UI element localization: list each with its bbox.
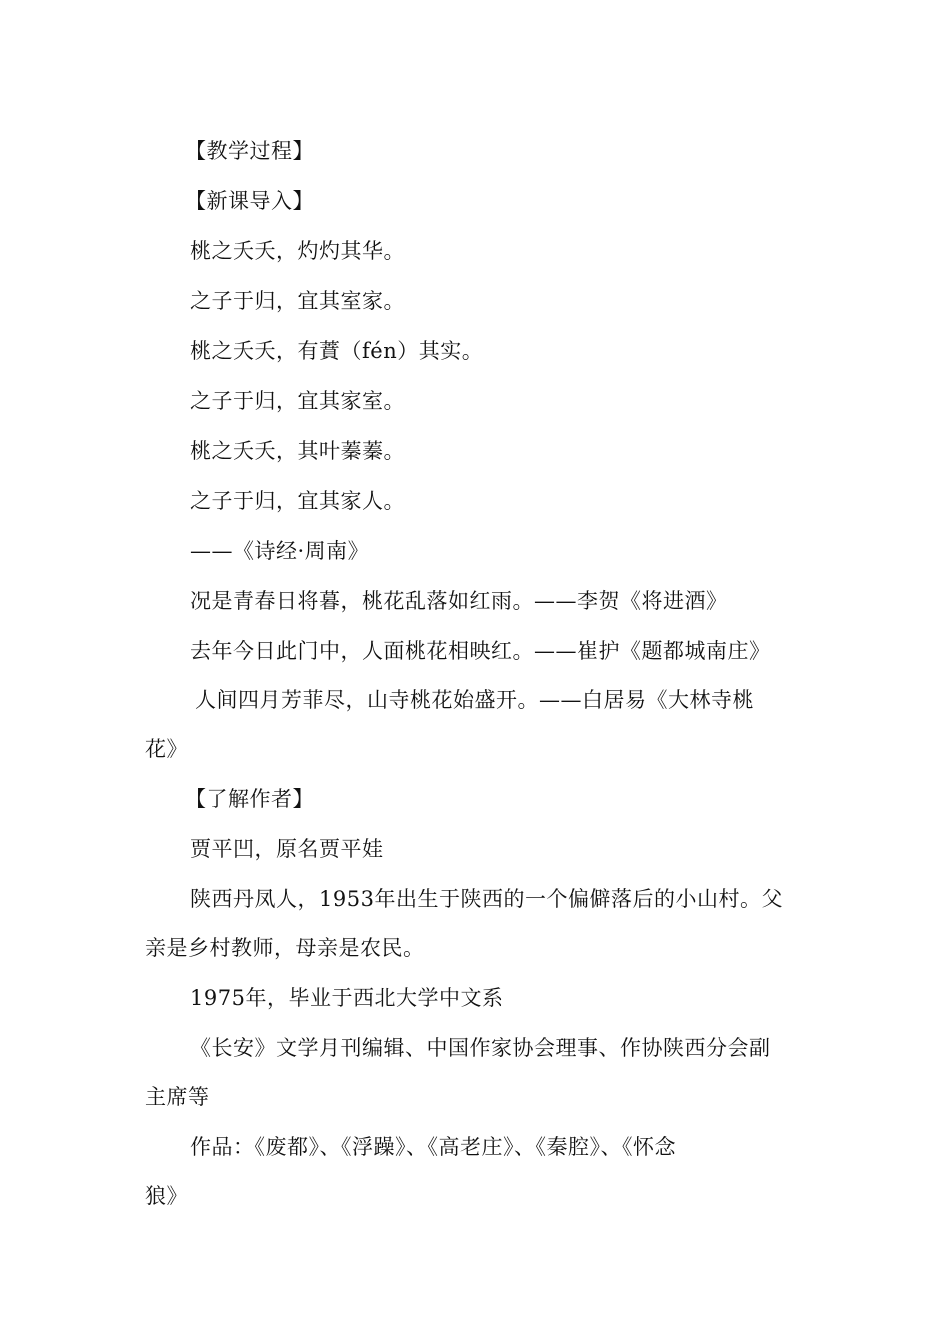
poem-line: 桃之夭夭，灼灼其华。 — [190, 239, 405, 263]
author-works-continued: 狼》 — [145, 1184, 188, 1208]
poem-line: 之子于归，宜其家室。 — [190, 389, 405, 413]
author-bio-line: 陕西丹凤人，1953年出生于陕西的一个偏僻落后的小山村。父 — [190, 887, 783, 911]
section-heading-teaching-process: 【教学过程】 — [185, 139, 314, 163]
quote-line: 况是青春日将暮，桃花乱落如红雨。——李贺《将进酒》 — [190, 589, 728, 613]
quote-line-continued: 花》 — [145, 737, 188, 761]
quote-line: 去年今日此门中，人面桃花相映红。——崔护《题都城南庄》 — [190, 639, 771, 663]
author-works: 作品：《废都》、《浮躁》、《高老庄》、《秦腔》、《怀念 — [190, 1135, 676, 1159]
author-positions: 《长安》文学月刊编辑、中国作家协会理事、作协陕西分会副 — [190, 1036, 771, 1060]
author-education: 1975年，毕业于西北大学中文系 — [190, 986, 504, 1010]
section-heading-author: 【了解作者】 — [185, 787, 314, 811]
author-bio-line-continued: 亲是乡村教师，母亲是农民。 — [145, 936, 425, 960]
poem-line: 之子于归，宜其家人。 — [190, 489, 405, 513]
poem-line: 桃之夭夭，其叶蓁蓁。 — [190, 439, 405, 463]
quote-line: 人间四月芳菲尽，山寺桃花始盛开。——白居易《大林寺桃 — [195, 688, 754, 712]
poem-line: 之子于归，宜其室家。 — [190, 289, 405, 313]
poem-line: 桃之夭夭，有蕡（fén）其实。 — [190, 339, 484, 363]
section-heading-new-lesson: 【新课导入】 — [185, 189, 314, 213]
author-name: 贾平凹，原名贾平娃 — [190, 837, 384, 861]
poem-source: ——《诗经·周南》 — [190, 539, 370, 563]
author-positions-continued: 主席等 — [145, 1085, 210, 1109]
